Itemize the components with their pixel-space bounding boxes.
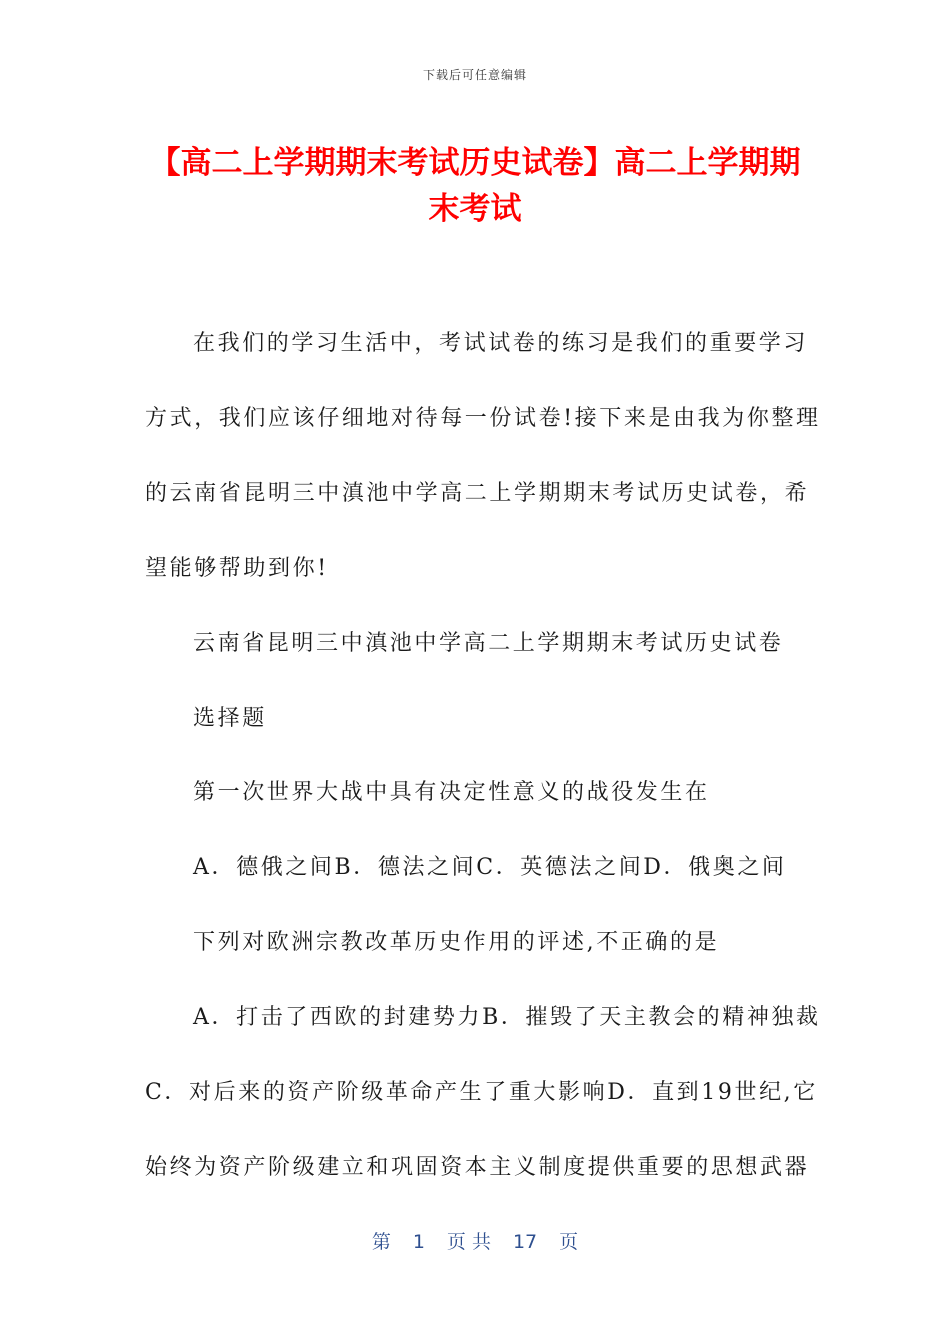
- document-title: 【高二上学期期末考试历史试卷】高二上学期期末考试: [149, 145, 801, 227]
- footer-suffix: 页: [559, 1231, 579, 1253]
- footer-total-pages: 17: [512, 1231, 538, 1253]
- question-text: 下列对欧洲宗教改革历史作用的评述,不正确的是: [193, 930, 720, 955]
- footer-page-number: 1: [412, 1231, 425, 1253]
- page-footer: [0, 1227, 950, 1254]
- footer-middle: 页 共: [446, 1231, 491, 1253]
- answer-options: 始终为资产阶级建立和巩固资本主义制度提供重要的思想武器: [145, 1155, 810, 1180]
- paragraph-line: 的云南省昆明三中滇池中学高二上学期期末考试历史试卷，希: [145, 481, 810, 506]
- answer-options: A．打击了西欧的封建势力B．摧毁了天主教会的精神独裁: [193, 1005, 821, 1030]
- answer-options: A．德俄之间B．德法之间C．英德法之间D．俄奥之间: [193, 855, 787, 880]
- section-heading: 选择题: [193, 706, 267, 731]
- paragraph-line: 方式，我们应该仔细地对待每一份试卷!接下来是由我为你整理: [145, 406, 821, 431]
- footer-prefix: 第: [371, 1231, 391, 1253]
- question-text: 第一次世界大战中具有决定性意义的战役发生在: [193, 780, 710, 805]
- header-note: 下载后可任意编辑: [422, 68, 527, 82]
- answer-options: C．对后来的资产阶级革命产生了重大影响D．直到19世纪,它: [145, 1080, 818, 1105]
- paragraph-line: 望能够帮助到你!: [145, 556, 329, 581]
- exam-title-line: 云南省昆明三中滇池中学高二上学期期末考试历史试卷: [193, 631, 784, 656]
- paragraph-line: 在我们的学习生活中，考试试卷的练习是我们的重要学习: [193, 331, 809, 356]
